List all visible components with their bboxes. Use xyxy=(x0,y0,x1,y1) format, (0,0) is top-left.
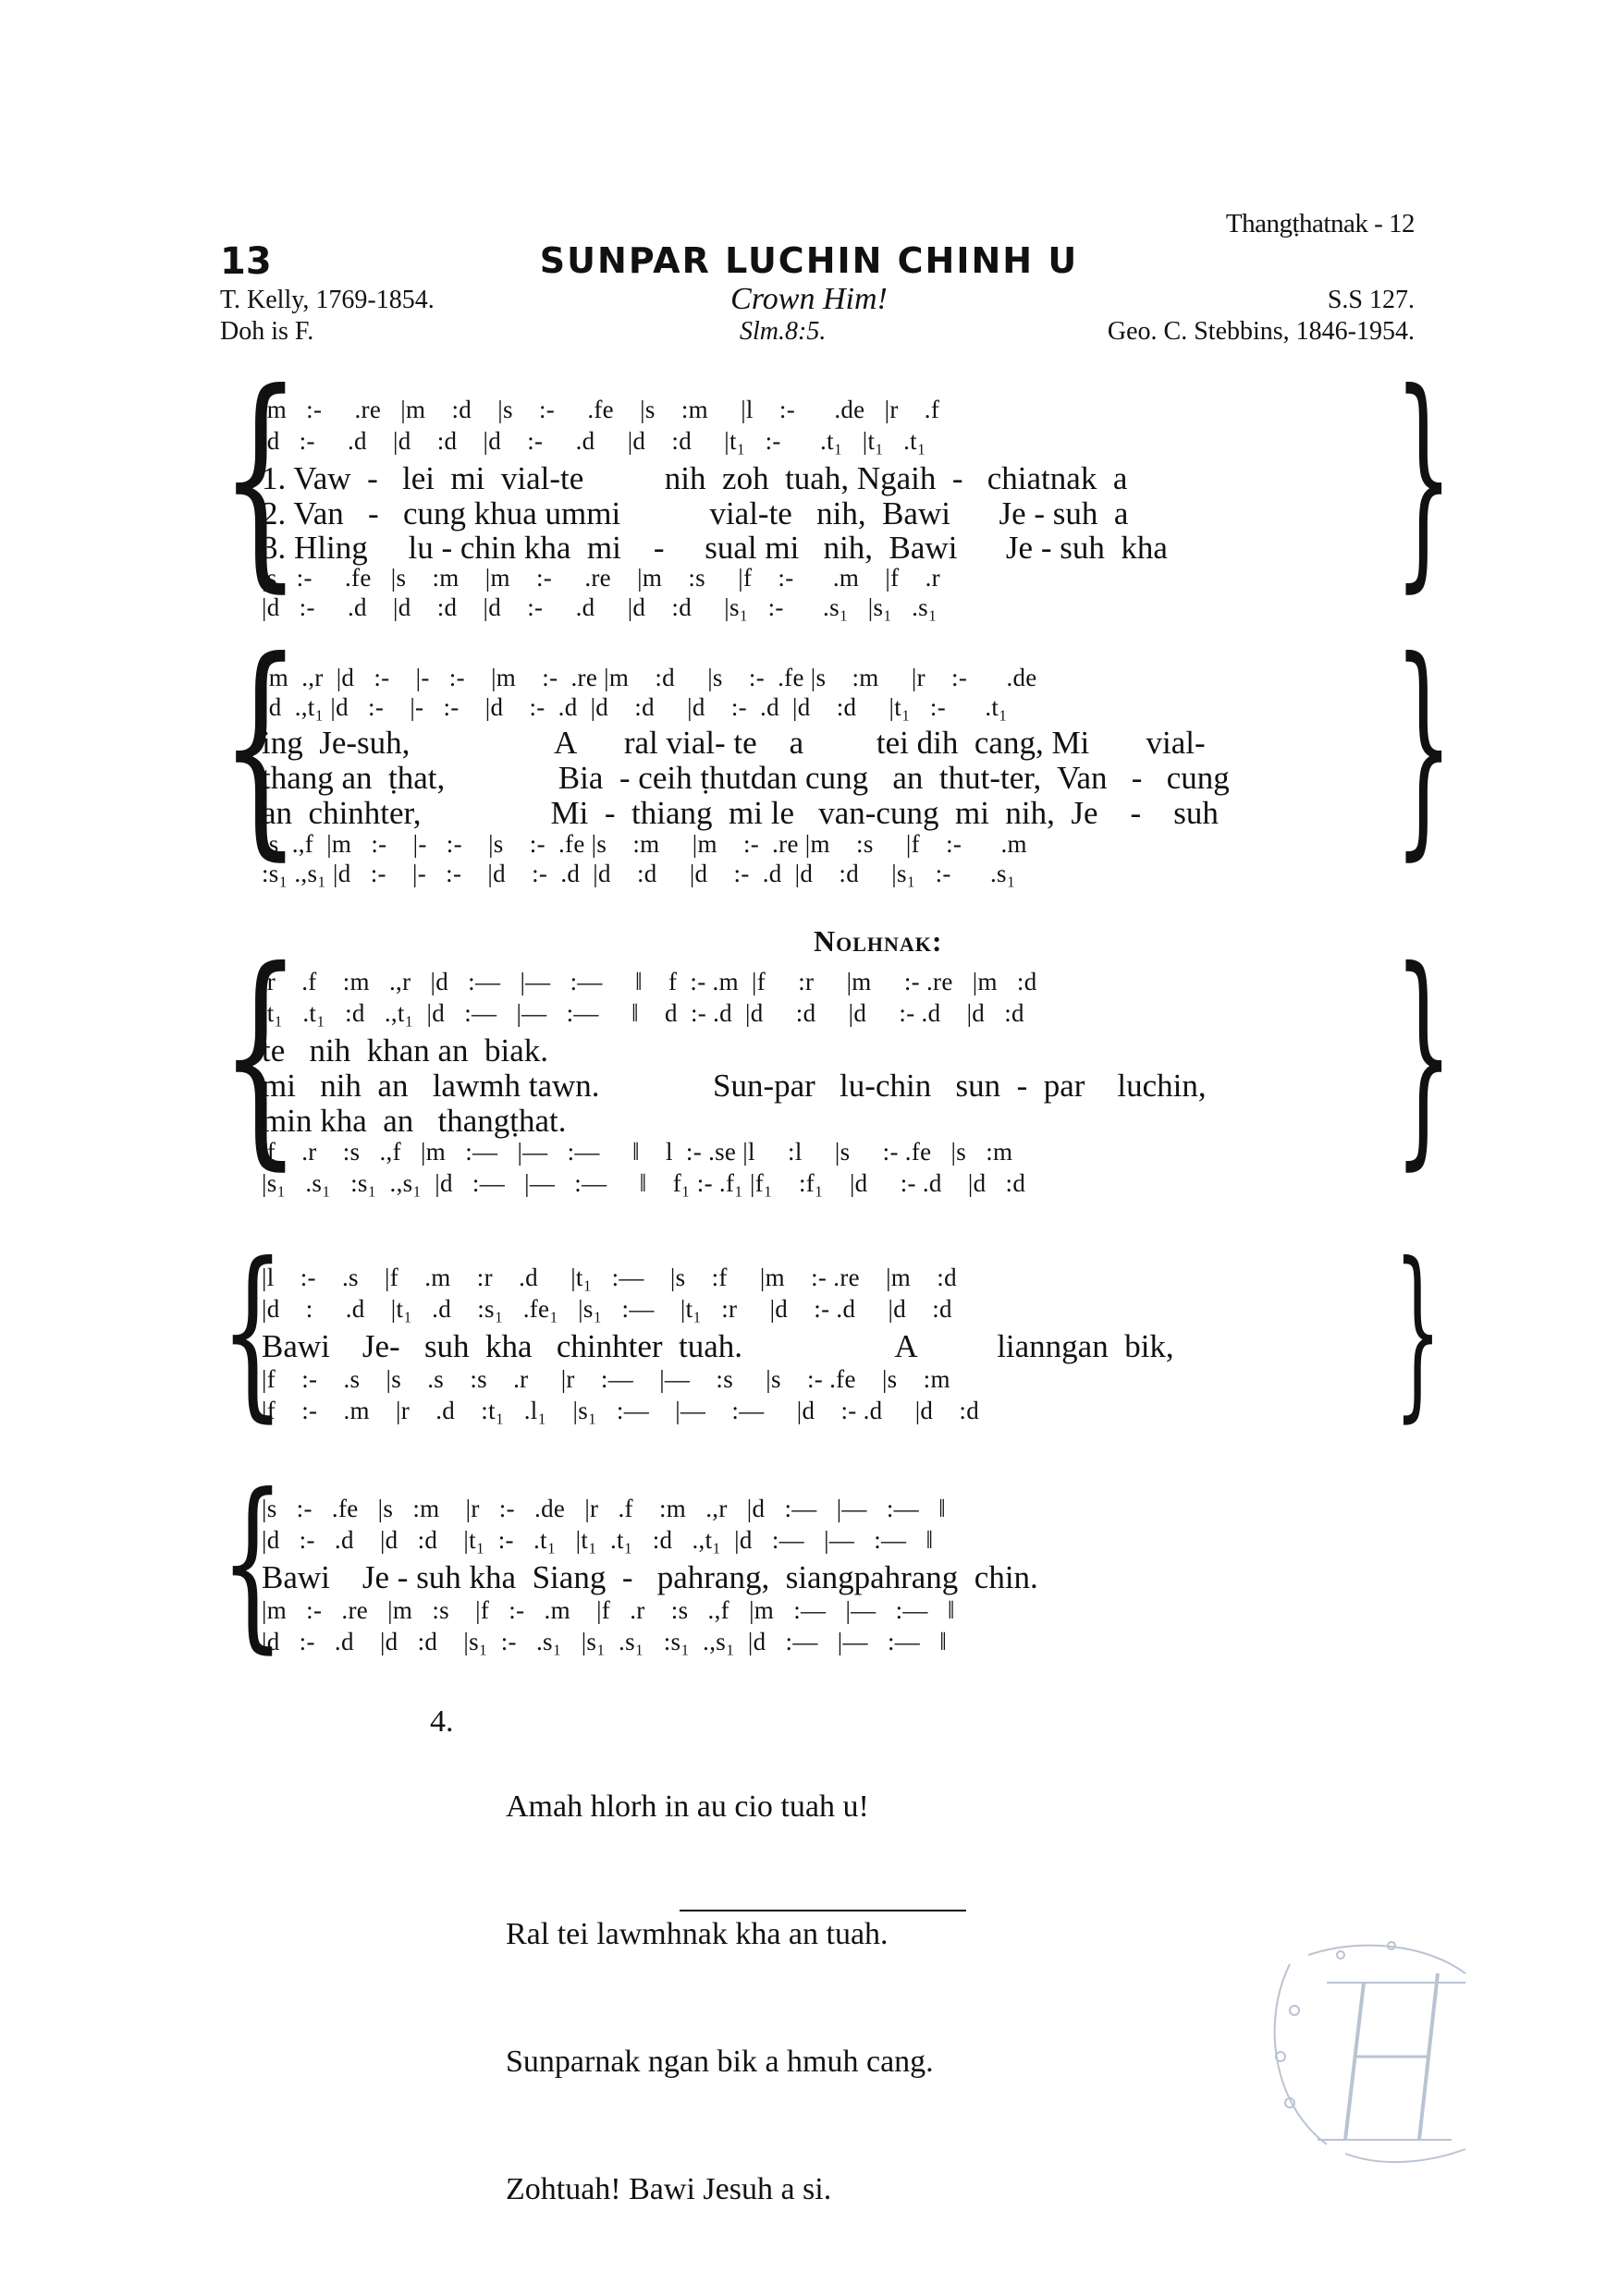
right-brace: } xyxy=(1394,343,1453,612)
lyric-verse-2: mi nih an lawmh tawn. Sun-par lu-chin sun - par luchin, xyxy=(262,1068,1207,1104)
soprano-line: |l :- .s |f .m :r .d |t₁ :— |s :f |m :- .re |m :d xyxy=(262,1264,957,1291)
soprano-line: |m :- .re |m :d |s :- .fe |s :m |l :- .de |r .f xyxy=(262,396,940,423)
chorus-label: Nolhnak: xyxy=(814,924,943,958)
hymn-title: SUNPAR LUCHIN CHINH U xyxy=(539,240,1079,281)
music-system-5 xyxy=(220,1455,1422,1670)
english-title: Crown Him! xyxy=(730,282,888,316)
alto-line: |d :- .d |d :d |d :- .d |d :d |t₁ :- .t₁ |t₁ .t₁ xyxy=(262,427,926,455)
left-brace: { xyxy=(220,1224,285,1439)
soprano-line: |r .f :m .,r |d :— |— :— ‖ f :- .m |f :r |m :- .re |m :d xyxy=(262,968,1037,995)
tenor-line: |m :- .re |m :s |f :- .m |f .r :s .,f |m :— |— :— ‖ xyxy=(262,1596,955,1624)
bass-line: |s₁ .s₁ :s₁ .,s₁ |d :— |— :— ‖ f₁ :- .f₁ |f₁ :f₁ |d :- .d |d :d xyxy=(262,1169,1026,1197)
lyric-verse-2: 2. Van - cung khua ummi vial-te nih, Bawi Je - suh a xyxy=(262,495,1129,531)
soprano-line: |s :- .fe |s :m |r :- .de |r .f :m .,r |d :— |— :— ‖ xyxy=(262,1495,946,1522)
bass-line: |d :- .d |d :d |d :- .d |d :d |s₁ :- .s₁ |s₁ .s₁ xyxy=(262,593,938,621)
verse-number: 4. xyxy=(430,1704,454,1739)
bass-line: :s₁ .,s₁ |d :- |- :- |d :- .d |d :d |d :- .d |d :d |s₁ :- .s₁ xyxy=(262,860,1016,887)
tenor-line: |f .r :s .,f |m :— |— :— ‖ l :- .se |l :l |s :- .fe |s :m xyxy=(262,1138,1013,1166)
verse-lines xyxy=(506,1701,934,2296)
lyric-verse-3: 3. Hling lu - chin kha mi - sual mi nih, Bawi Je - suh kha xyxy=(262,530,1168,566)
music-system-2 xyxy=(220,611,1453,887)
alto-line: |t₁ .t₁ :d .,t₁ |d :— |— :— ‖ d :- .d |d :d |d :- .d |d :d xyxy=(262,999,1024,1027)
hymn-number: 13 xyxy=(220,240,272,283)
alto-line: |d : .d |t₁ .d :s₁ .fe₁ |s₁ :— |t₁ :r |d :- .d |d :d xyxy=(262,1295,952,1323)
author: T. Kelly, 1769-1854. xyxy=(220,286,435,314)
end-rule xyxy=(680,1910,966,1911)
alto-line: |d :- .d |d :d |t₁ :- .t₁ |t₁ .t₁ :d .,t₁ |d :— |— :— ‖ xyxy=(262,1526,934,1554)
tenor-line: |s :- .fe |s :m |m :- .re |m :s |f :- .m |f .r xyxy=(262,564,940,592)
alto-line: :d .,t₁ |d :- |- :- |d :- .d |d :d |d :- .d |d :d |t₁ :- .t₁ xyxy=(262,693,1008,721)
composer: Geo. C. Stebbins, 1846-1954. xyxy=(1107,317,1415,346)
lyric-verse-1: te nih khan an biak. xyxy=(262,1032,549,1069)
ss-reference: S.S 127. xyxy=(1327,286,1415,314)
lyric-verse-3: min kha an thangṭhat. xyxy=(262,1103,567,1139)
lyric-verse-1: 1. Vaw - lei mi vial-te nih zoh tuah, Ngaih - chiatnak a xyxy=(262,460,1128,496)
verse-line: Ral tei lawmhnak kha an tuah. xyxy=(506,1917,889,1951)
lyric-line: Bawi Je- suh kha chinhter tuah. A lianngan bik, xyxy=(262,1328,1174,1364)
music-system-1 xyxy=(220,343,1453,621)
soprano-line: :m .,r |d :- |- :- |m :- .re |m :d |s :- .fe |s :m |r :- .de xyxy=(262,664,1037,691)
page-ref: Thangṭhatnak - 12 xyxy=(1225,209,1415,238)
key-signature: Doh is F. xyxy=(220,317,314,346)
verse-line: Zohtuah! Bawi Jesuh a si. xyxy=(506,2172,832,2206)
left-brace: { xyxy=(220,1455,285,1670)
lyric-verse-1: ing Je-suh, A ral vial- te a tei dih cang, Mi vial- xyxy=(262,725,1206,761)
music-system-4 xyxy=(220,1224,1441,1439)
verse-line: Sunparnak ngan bik a hmuh cang. xyxy=(506,2045,934,2079)
right-brace: } xyxy=(1394,921,1453,1190)
lyric-line: Bawi Je - suh kha Siang - pahrang, siangpahrang chin. xyxy=(262,1559,1038,1595)
right-brace: } xyxy=(1394,611,1453,880)
scripture-reference: Slm.8:5. xyxy=(740,317,827,346)
verse-line: Amah hlorh in au cio tuah u! xyxy=(506,1789,869,1824)
lyric-verse-3: an chinhter, Mi - thiang mi le van-cung mi nih, Je - suh xyxy=(262,795,1219,831)
tenor-line: :s .,f |m :- |- :- |s :- .fe |s :m |m :- .re |m :s |f :- .m xyxy=(262,830,1027,858)
right-brace: } xyxy=(1394,1224,1441,1439)
tenor-line: |f :- .s |s .s :s .r |r :— |— :s |s :- .fe |s :m xyxy=(262,1365,950,1393)
left-brace: { xyxy=(220,921,301,1190)
watermark-logo xyxy=(1253,1927,1512,2177)
lyric-verse-2: thang an ṭhat, Bia - ceih ṭhutdan cung an thut-ter, Van - cung xyxy=(262,760,1230,796)
bass-line: |d :- .d |d :d |s₁ :- .s₁ |s₁ .s₁ :s₁ .,s₁ |d :— |— :— ‖ xyxy=(262,1628,948,1655)
bass-line: |f :- .m |r .d :t₁ .l₁ |s₁ :— |— :— |d :- .d |d :d xyxy=(262,1397,980,1424)
left-brace: { xyxy=(220,611,301,880)
left-brace: { xyxy=(220,343,301,612)
